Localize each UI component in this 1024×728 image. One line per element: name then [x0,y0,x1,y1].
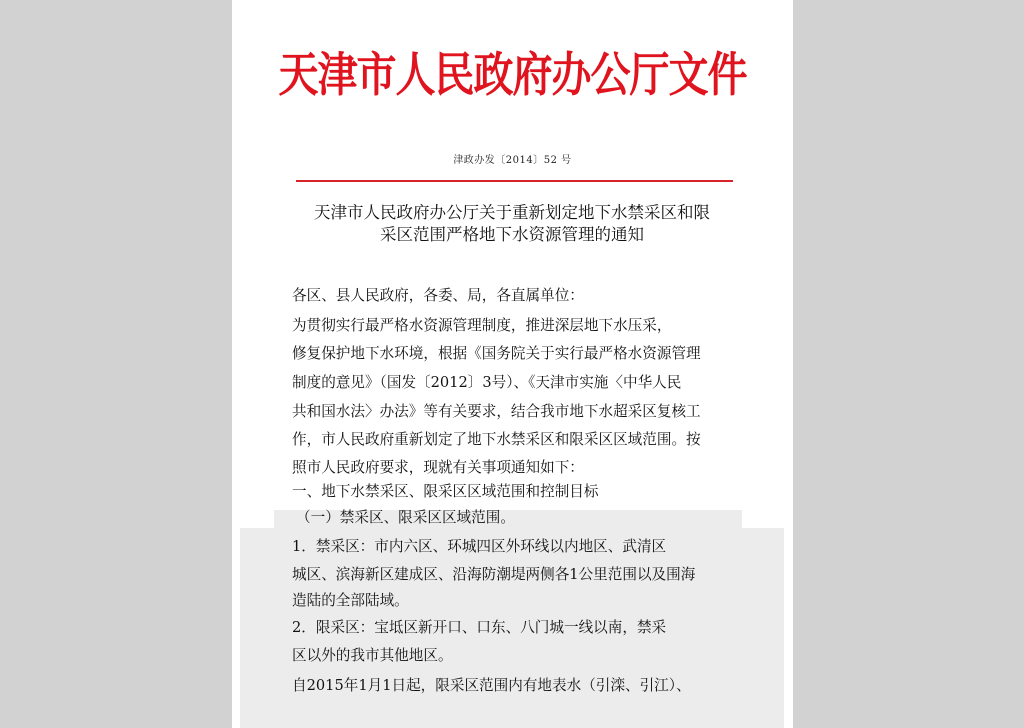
salutation-line: 各区、县人民政府，各委、局，各直属单位： [292,287,584,304]
body-line: 作，市人民政府重新划定了地下水禁采区和限采区区域范围。按 [292,431,701,448]
body-line: 照市人民政府要求，现就有关事项通知如下： [292,459,584,476]
document-page [232,0,793,728]
subsection-heading: （一）禁采区、限采区区域范围。 [296,509,515,526]
body-line: 为贯彻实行最严格水资源管理制度，推进深层地下水压采， [292,317,672,334]
body-line: 区以外的我市其他地区。 [292,647,453,664]
body-line: 修复保护地下水环境，根据《国务院关于实行最严格水资源管理 [292,345,701,362]
notice-title-line: 采区范围严格地下水资源管理的通知 [380,225,644,244]
notice-title [302,202,722,246]
notice-title-line: 天津市人民政府办公厅关于重新划定地下水禁采区和限 [314,203,710,222]
issuer-header-title: 天津市人民政府办公厅文件 [278,48,747,103]
section-heading: 一、地下水禁采区、限采区区域范围和控制目标 [292,483,599,500]
body-line: 制度的意见》（国发〔2012〕3号）、《天津市实施〈中华人民 [292,374,682,391]
body-line: 共和国水法〉办法》等有关要求，结合我市地下水超采区复核工 [292,403,701,420]
body-line: 1．禁采区：市内六区、环城四区外环线以内地区、武清区 [292,538,667,555]
document-number: 津政办发〔2014〕52 号 [453,155,572,166]
body-line: 2．限采区：宝坻区新开口、口东、八门城一线以南，禁采 [292,619,667,636]
body-line: 造陆的全部陆域。 [292,592,409,609]
body-line: 自2015年1月1日起，限采区范围内有地表水（引滦、引江）、 [292,677,691,694]
red-separator-line [296,180,733,182]
body-line: 城区、滨海新区建成区、沿海防潮堤两侧各1公里范围以及围海 [292,566,696,583]
